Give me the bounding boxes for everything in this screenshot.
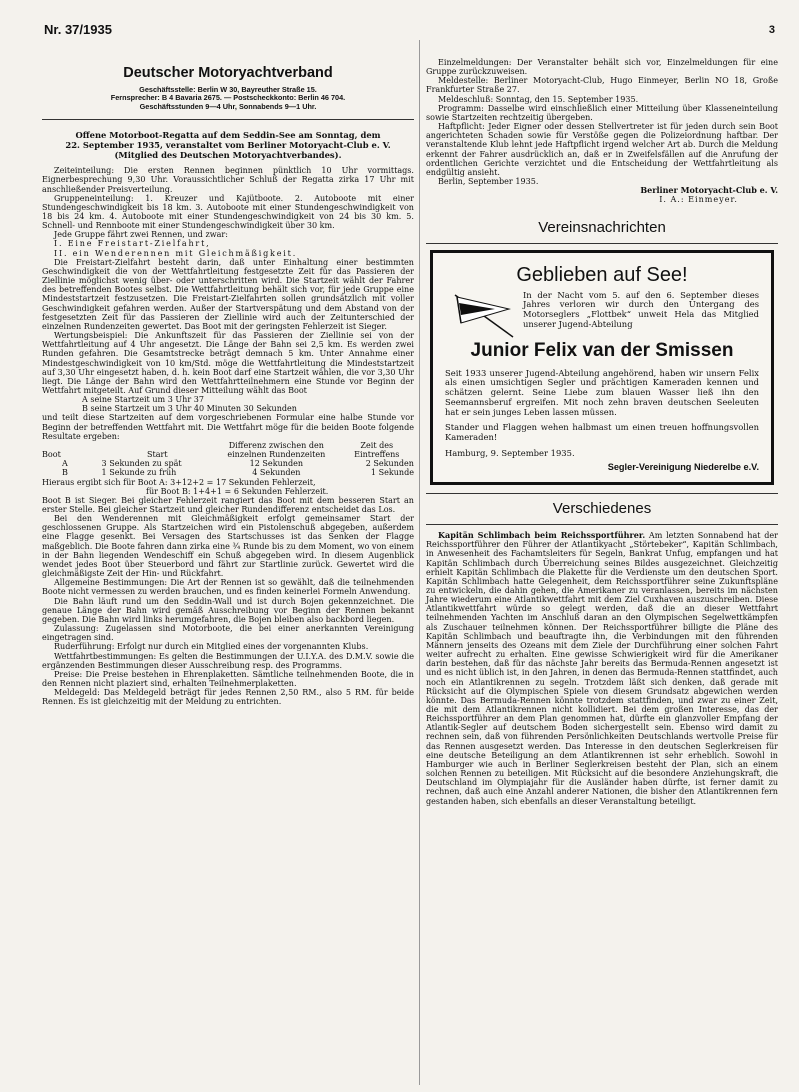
paragraph: Zeiteinteilung: Die ersten Rennen beginnen pünktlich 10 Uhr vormittags. Eignerbesprechung 9,30 Uhr. Voraussichtlicher Schluß der Regatta zirka 17 Uhr mit anschließender Preisverteilung. xyxy=(42,166,414,194)
table-header: Boot xyxy=(42,450,61,460)
paragraph: Einzelmeldungen: Der Veranstalter behält sich vor, Einzelmeldungen für eine Gruppe zurückzuweisen. xyxy=(426,58,778,77)
announce-line: 22. September 1935, veranstaltet vom Berliner Motoryacht-Club e. V. xyxy=(65,140,391,151)
table-header xyxy=(102,441,214,450)
paragraph: Wertungsbeispiel: Die Ankunftszeit für das Passieren der Ziellinie sei von der Wettfahrtleitung auf 4 Uhr angesetzt. Die Länge der Bahn sei 2,5 km. Es werden zwei Runden gefahren. Die Gesamtstrecke beträgt demnach 5 km. Unter Annahme einer Mindestgeschwindigkeit von 10 km/Std. möge die Wettfahrtleitung die Mindeststartzeit auf 3,30 Uhr eingesetzt haben, d. h. kein Boot darf eine Startzeit wählen, die vor 3,30 Uhr liegt. Die Länge der Bahn wird den Wettfahrtteilnehmern eine Stunde vor Beginn der Wettfahrt mitgeteilt. Auf Grund dieser Mitteilung wählt das Boot xyxy=(42,331,414,395)
paragraph: Die Freistart-Zielfahrt besteht darin, daß unter Einhaltung einer bestimmten Geschwindigkeit die von der Wettfahrtleitung festgesetzte Zeit für das Passieren der Ziellinie möglichst wenig über- oder unterschritten wird. Die Startzeit wählt der Fahrer des betreffenden Bootes selbst. Die Wettfahrtleitung behält sich vor, für jede Gruppe eine Mindeststartzeit festzusetzen. Die Freistart-Zielfahrten sollen grundsätzlich mit voller Geschwindigkeit gefahren werden. Außer der Startverspätung und dem Abstand von der festgesetzten Zeit für das Passieren der Ziellinie wird auch der Zeitunterschied der einzelnen Rundenzeiten gewertet. Das Boot mit der geringsten Fehlerzeit ist Sieger. xyxy=(42,257,414,331)
section-heading: Vereinsnachrichten xyxy=(538,218,666,236)
paragraph: Preise: Die Preise bestehen in Ehrenplaketten. Sämtliche teilnehmenden Boote, die in den Rennen nicht plaziert sind, erhalten Teilnehmerplaketten. xyxy=(42,669,414,688)
results-table xyxy=(42,441,414,478)
divider xyxy=(426,524,778,525)
paragraph: Wettfahrtbestimmungen: Es gelten die Bestimmungen der U.I.Y.A. des D.M.V. sowie die ergänzenden Bestimmungen dieser Ausschreibung resp. des Programms. xyxy=(42,651,414,670)
address-line: Fernsprecher: B 4 Bavaria 2675. — Postscheckkonto: Berlin 46 704. xyxy=(110,93,346,103)
table-row xyxy=(42,468,414,477)
table-cell: B xyxy=(62,468,68,478)
deceased-name: Junior Felix van der Smissen xyxy=(470,339,734,361)
paragraph: Meldeschluß: Sonntag, den 15. September 1935. xyxy=(438,94,639,104)
issue-number: Nr. 37/1935 xyxy=(44,22,112,37)
table-cell: 1 Sekunde xyxy=(370,468,414,478)
announce-line: Offene Motorboot-Regatta auf dem Seddin-See am Sonntag, dem xyxy=(75,130,381,141)
divider xyxy=(426,243,778,244)
table-header: Differenz zwischen den xyxy=(228,440,324,450)
paragraph: II. ein Wenderennen mit Gleichmäßigkeit. xyxy=(54,248,298,258)
paragraph: Meldestelle: Berliner Motoryacht-Club, Hugo Einmeyer, Berlin NO 18, Große Frankfurter Straße 27. xyxy=(426,76,778,95)
paragraph: Haftpflicht: Jeder Eigner oder dessen Stellvertreter ist für jeden durch sein Boot angerichteten Schaden sowie für Verstöße gegen die Polizeiordnung haftbar. Der veranstaltende Klub lehnt jede Haftpflicht irgend welcher Art ab. Durch die Meldung erkennt der Fahrer ausdrücklich an, daß er in Zweifelsfällen auf die Anrufung der ordentlichen Gerichte verzichtet und die Entscheidung der Wettfahrtleitung als endgültig ansieht. xyxy=(426,122,778,177)
table-header: einzelnen Rundenzeiten xyxy=(227,450,326,460)
org-address xyxy=(42,86,414,111)
paragraph: Allgemeine Bestimmungen: Die Art der Rennen ist so gewählt, daß die teilnehmenden Boote nicht vermessen zu werden brauchen, und es finden keinerlei Formeln Anwendung. xyxy=(42,578,414,597)
address-line: Geschäftsstelle: Berlin W 30, Bayreuther Straße 15. xyxy=(139,85,317,94)
paragraph: für Boot B: 1+4+1 = 6 Sekunden Fehlerzeit. xyxy=(146,486,329,496)
table-cell: 2 Sekunden xyxy=(365,459,414,469)
table-cell: A xyxy=(62,459,68,469)
paragraph: Gruppeneinteilung: 1. Kreuzer und Kajütboote. 2. Autoboote mit einer Stundengeschwindigkeit bis 18 km. 3. Autoboote mit einer Stundengeschwindigkeit von 18 bis 24 km. 4. Autoboote mit einer Stundengeschwindigkeit von 24 bis 30 km. 5. Schnell- und Rennboote mit einer Stundengeschwindigkeit über 30 km. xyxy=(42,193,414,231)
paragraph: Zulassung: Zugelassen sind Motorboote, die bei einer anerkannten Vereinigung eingetragen sind. xyxy=(42,624,414,643)
obituary-text: Seit 1933 unserer Jugend-Abteilung angehörend, haben wir unsern Felix als einen umsichtigen Segler und prächtigen Kameraden kennen und schätzen gelernt. Seine Liebe zum blauen Wasser ließ ihn den Seemannsberuf ergreifen. Mit noch zehn braven deutschen Seeleuten hat er sein junges Leben lassen müssen. xyxy=(445,367,759,417)
table-cell: 1 Sekunde zu früh xyxy=(101,468,177,478)
right-column xyxy=(426,58,778,806)
paragraph: A seine Startzeit um 3 Uhr 37 xyxy=(82,395,204,405)
paragraph: Boot B ist Sieger. Bei gleicher Fehlerzeit rangiert das Boot mit dem besseren Start an erster Stelle. Bei gleicher Startzeit und gleicher Rundendifferenz entscheidet das Los. xyxy=(42,495,414,514)
paragraph: B seine Startzeit um 3 Uhr 40 Minuten 30 Sekunden xyxy=(82,404,297,414)
table-header xyxy=(42,441,102,450)
paragraph: Meldegeld: Das Meldegeld beträgt für jedes Rennen 2,50 RM., also 5 RM. für beide Rennen. Es ist gleichzeitig mit der Meldung zu entrichten. xyxy=(42,688,414,707)
table-header: Start xyxy=(147,450,168,460)
table-cell: 3 Sekunden zu spät xyxy=(101,459,182,469)
signature: I. A.: Einmeyer. xyxy=(659,195,738,205)
obituary-date: Hamburg, 9. September 1935. xyxy=(445,448,575,459)
paragraph: Jede Gruppe fährt zwei Rennen, und zwar: xyxy=(54,230,228,240)
address-line: Geschäftsstunden 9—4 Uhr, Sonnabends 9—1 Uhr. xyxy=(139,101,317,111)
divider xyxy=(426,493,778,494)
paragraph: Programm: Dasselbe wird einschließlich einer Mitteilung über Klasseneinteilung sowie Startzeiten rechtzeitig übergeben. xyxy=(426,103,778,122)
obituary-box xyxy=(430,250,774,486)
paragraph: Ruderführung: Erfolgt nur durch ein Mitglied eines der vorgenannten Klubs. xyxy=(54,642,369,652)
signature: Berliner Motoryacht-Club e. V. xyxy=(640,185,778,196)
table-cell: 4 Sekunden xyxy=(252,468,301,478)
news-title: Kapitän Schlimbach beim Reichssportführer. xyxy=(438,530,646,541)
table-header: Eintreffens xyxy=(354,450,400,460)
pennant-flag-icon xyxy=(451,293,517,339)
org-title: Deutscher Motoryachtverband xyxy=(123,65,333,81)
left-column xyxy=(42,46,414,706)
news-text: Am letzten Sonnabend hat der Reichssportführer den Führer der Atlantikyacht „Störtebeker“, Kapitän Schlimbach, in Anwesenheit des Fachamtsleiters für Segeln, Bankrat Unfug, empfangen und hat Kapitän Schlimbach durch Überreichung seines Bildes ausgezeichnet. Gleichzeitig erhielt Kapitän Schlimbach die Plakette für die Verdienste um den deutschen Sport. Kapitän Schlimbach hatte Gelegenheit, dem Reichssportführer seine Zukunftspläne zu entwickeln, die dahin gehen, die Amerikaner zu veranlassen, bereits im nächsten Jahre wiederum eine Atlantikwettfahrt mit dem Ziel Cuxhaven auszuschreiben. Diese Atlantikwettfahrt würde so gelegt werden, daß die an dieser Wettfahrt teilnehmenden Yachten im Anschluß daran an den Olympischen Segelwettkämpfen als Zuschauer teilnehmen können. Der Reichssportführer billigte die Pläne des Kapitän Schlimbach und beauftragte ihn, die Verbindungen mit den führenden Männern jenseits des Ozeans mit dem Ziele der Durchführung einer solchen Fahrt weiter aufrecht zu erhalten. Eine gewisse Schwierigkeit wird für die Amerikaner darin bestehen, daß für das nächste Jahr bereits das Bermuda-Rennen angesetzt ist und es nicht üblich ist, in den Jahren, in denen das Bermuda-Rennen stattfindet, auch noch ein Atlantikrennen zu segeln. Trotzdem läßt sich denken, daß gerade mit Rücksicht auf die Olympischen Spiele von diesem Grundsatz abgewichen werden könnte. Das Bermuda-Rennen könnte trotzdem stattfinden, und zwar zu einer Zeit, die mit dem Atlantikrennen nicht kollidiert. Bei dem großen Interesse, das der Reichssportführer an dem Plan genommen hat, dürfte ein glanzvoller Empfang der Atlantik-Segler auf deutschem Boden sichergestellt sein. Ebenso wird damit zu rechnen sein, daß von führenden Persönlichkeiten Deutschlands wertvolle Preise für das Rennen ausgesetzt werden. Das Interesse in den deutschen Seglerkreisen für eine deutsche Beteiligung an dem Atlantikrennen ist sehr erheblich. Sowohl in Hamburger wie auch in Berliner Seglerkreisen besteht der Plan, sich an einem solchen Rennen zu beteiligen. Mit Rücksicht auf die besondere Anziehungskraft, die Deutschland im Olympiajahr für die Ausländer haben dürfte, ist ferner damit zu rechnen, daß auch eine Anzahl anderer Nationen, die bisher den Atlantikrennen fern gestanden haben, sich ebenfalls an dieser Veranstaltung beteiligt. xyxy=(426,531,778,806)
announce-line: (Mitglied des Deutschen Motoryachtverbandes). xyxy=(114,150,342,161)
table-cell: 12 Sekunden xyxy=(249,459,304,469)
paragraph: und teilt diese Startzeiten auf dem vorgeschriebenen Formular eine halbe Stunde vor Beginn der betreffenden Wettfahrt mit. Die Wettfahrt möge für die beiden Boote folgende Resultate ergeben: xyxy=(42,413,414,441)
paragraph: Berlin, September 1935. xyxy=(438,177,539,187)
page-number: 3 xyxy=(768,24,775,36)
paragraph: Die Bahn läuft rund um den Seddin-Wall und ist durch Bojen gekennzeichnet. Die genaue Länge der Bahn wird gemäß Ausschreibung vor Beginn der Rennen bekannt gegeben. Die Bahn wird links herumgefahren, die Bojen bleiben also backbord liegen. xyxy=(42,596,414,624)
news-article xyxy=(426,531,778,806)
obituary-signature: Segler-Vereinigung Niederelbe e.V. xyxy=(607,461,759,472)
divider xyxy=(42,119,414,120)
column-divider xyxy=(419,40,420,1085)
paragraph: I. Eine Freistart-Zielfahrt, xyxy=(54,239,211,249)
paragraph: Bei den Wenderennen mit Gleichmäßigkeit erfolgt gemeinsamer Start der geschlossenen Gruppe. Als Startzeichen wird ein Pistolenschuß abgegeben, außerdem eine Flagge gesenkt. Bei Versagen des Startschusses ist das Senken der Flagge maßgeblich. Die Boote fahren dann zirka eine ¾ Runde bis zu dem Moment, wo von einem in der Bahn liegenden Wendeschiff ein Schuß abgegeben wird. In diesem Augenblick wendet jedes Boot über Steuerbord und fährt zur Startlinie zurück. Gewertet wird die gleichmäßigste Zeit der Hin- und Rückfahrt. xyxy=(42,514,414,579)
obituary-heading: Geblieben auf See! xyxy=(516,263,688,286)
obituary-text: Stander und Flaggen wehen halbmast um einen treuen hoffnungsvollen Kameraden! xyxy=(445,422,759,443)
table-header: Zeit des xyxy=(360,440,394,450)
paragraph: Hieraus ergibt sich für Boot A: 3+12+2 = 17 Sekunden Fehlerzeit, xyxy=(42,477,316,487)
obituary-text: In der Nacht vom 5. auf den 6. September dieses Jahres verloren wir durch den Untergang des Motorseglers „Flottbek“ unweit Hela das Mitglied unserer Jugend-Abteilung xyxy=(523,289,759,329)
table-row xyxy=(42,459,414,468)
section-heading: Verschiedenes xyxy=(552,500,652,518)
